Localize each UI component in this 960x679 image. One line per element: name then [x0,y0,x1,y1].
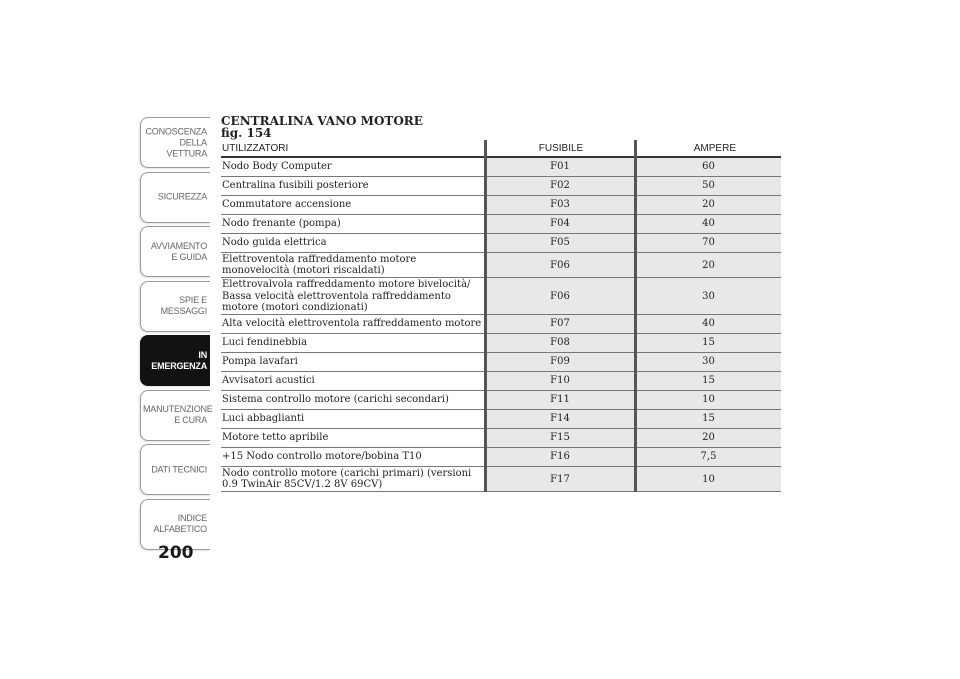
cell-consumer: Elettroventola raffreddamento motore monovelocità (motori riscaldati) [221,253,486,278]
figure-reference: fig. 154 [221,126,272,140]
column-header-fusibile: FUSIBILE [486,140,636,157]
cell-consumer: Sistema controllo motore (carichi secondari) [221,391,486,410]
table-row [221,410,781,429]
section-heading [221,115,423,139]
cell-consumer: Commutatore accensione [221,196,486,215]
tab-label: MANUTENZIONE E CURA [143,404,213,425]
column-header-ampere: AMPERE [636,140,782,157]
table-row [221,234,781,253]
cell-fuse: F17 [486,467,636,492]
cell-ampere: 10 [636,391,782,410]
cell-fuse: F14 [486,410,636,429]
cell-ampere: 15 [636,372,782,391]
cell-ampere: 7,5 [636,448,782,467]
tab-label: SPIE E MESSAGGI [160,295,207,316]
cell-ampere: 40 [636,215,782,234]
cell-fuse: F06 [486,253,636,278]
cell-consumer: Nodo controllo motore (carichi primari) (versioni 0.9 TwinAir 85CV/1.2 8V 69CV) [221,467,486,492]
cell-ampere: 70 [636,234,782,253]
cell-fuse: F04 [486,215,636,234]
tab-label: DATI TECNICI [151,464,207,474]
tab-conoscenza-della-vettura[interactable] [140,117,210,168]
cell-ampere: 30 [636,353,782,372]
table-row [221,353,781,372]
cell-consumer: Alta velocità elettroventola raffreddamento motore [221,315,486,334]
cell-consumer: Nodo Body Computer [221,157,486,177]
cell-ampere: 10 [636,467,782,492]
tab-indice-alfabetico[interactable] [140,499,210,550]
cell-fuse: F08 [486,334,636,353]
cell-fuse: F06 [486,278,636,315]
cell-fuse: F10 [486,372,636,391]
cell-fuse: F11 [486,391,636,410]
column-header-utilizzatori: UTILIZZATORI [221,140,486,157]
cell-fuse: F03 [486,196,636,215]
cell-fuse: F09 [486,353,636,372]
cell-consumer: Nodo guida elettrica [221,234,486,253]
cell-fuse: F07 [486,315,636,334]
tab-avviamento-e-guida[interactable] [140,226,210,277]
cell-consumer: Avvisatori acustici [221,372,486,391]
tab-label: CONOSCENZA DELLA VETTURA [145,126,207,158]
cell-consumer: Luci abbaglianti [221,410,486,429]
table-row [221,177,781,196]
cell-ampere: 15 [636,410,782,429]
cell-consumer: +15 Nodo controllo motore/bobina T10 [221,448,486,467]
table-header-row [221,140,781,157]
cell-consumer: Centralina fusibili posteriore [221,177,486,196]
cell-ampere: 20 [636,253,782,278]
section-title: CENTRALINA VANO MOTORE [221,114,423,128]
table-row [221,334,781,353]
cell-ampere: 40 [636,315,782,334]
table-row [221,372,781,391]
tab-label: IN EMERGENZA [151,349,207,371]
cell-fuse: F05 [486,234,636,253]
table-row [221,448,781,467]
tab-dati-tecnici[interactable] [140,444,210,495]
cell-fuse: F16 [486,448,636,467]
table-row [221,391,781,410]
cell-fuse: F01 [486,157,636,177]
table-row [221,253,781,278]
table-row [221,315,781,334]
page-number: 200 [158,543,194,563]
tab-sicurezza[interactable] [140,172,210,223]
table-row [221,278,781,315]
cell-consumer: Nodo frenante (pompa) [221,215,486,234]
tab-manutenzione-e-cura[interactable] [140,390,213,441]
cell-ampere: 20 [636,429,782,448]
cell-consumer: Luci fendinebbia [221,334,486,353]
table-row [221,429,781,448]
cell-fuse: F15 [486,429,636,448]
cell-ampere: 60 [636,157,782,177]
tab-spie-e-messaggi[interactable] [140,281,210,332]
cell-ampere: 20 [636,196,782,215]
cell-ampere: 30 [636,278,782,315]
chapter-tabs [140,117,213,553]
cell-consumer: Elettrovalvola raffreddamento motore bivelocità/ Bassa velocità elettroventola raffreddamento motore (motori condizionati) [221,278,486,315]
table-row [221,215,781,234]
fuse-table [221,140,781,492]
table-row [221,196,781,215]
cell-fuse: F02 [486,177,636,196]
tab-in-emergenza[interactable] [140,335,210,386]
table-row [221,157,781,177]
cell-ampere: 50 [636,177,782,196]
tab-label: INDICE ALFABETICO [153,513,207,534]
table-row [221,467,781,492]
tab-label: AVVIAMENTO E GUIDA [150,240,207,262]
cell-consumer: Motore tetto apribile [221,429,486,448]
cell-ampere: 15 [636,334,782,353]
cell-consumer: Pompa lavafari [221,353,486,372]
tab-label: SICUREZZA [157,191,207,202]
